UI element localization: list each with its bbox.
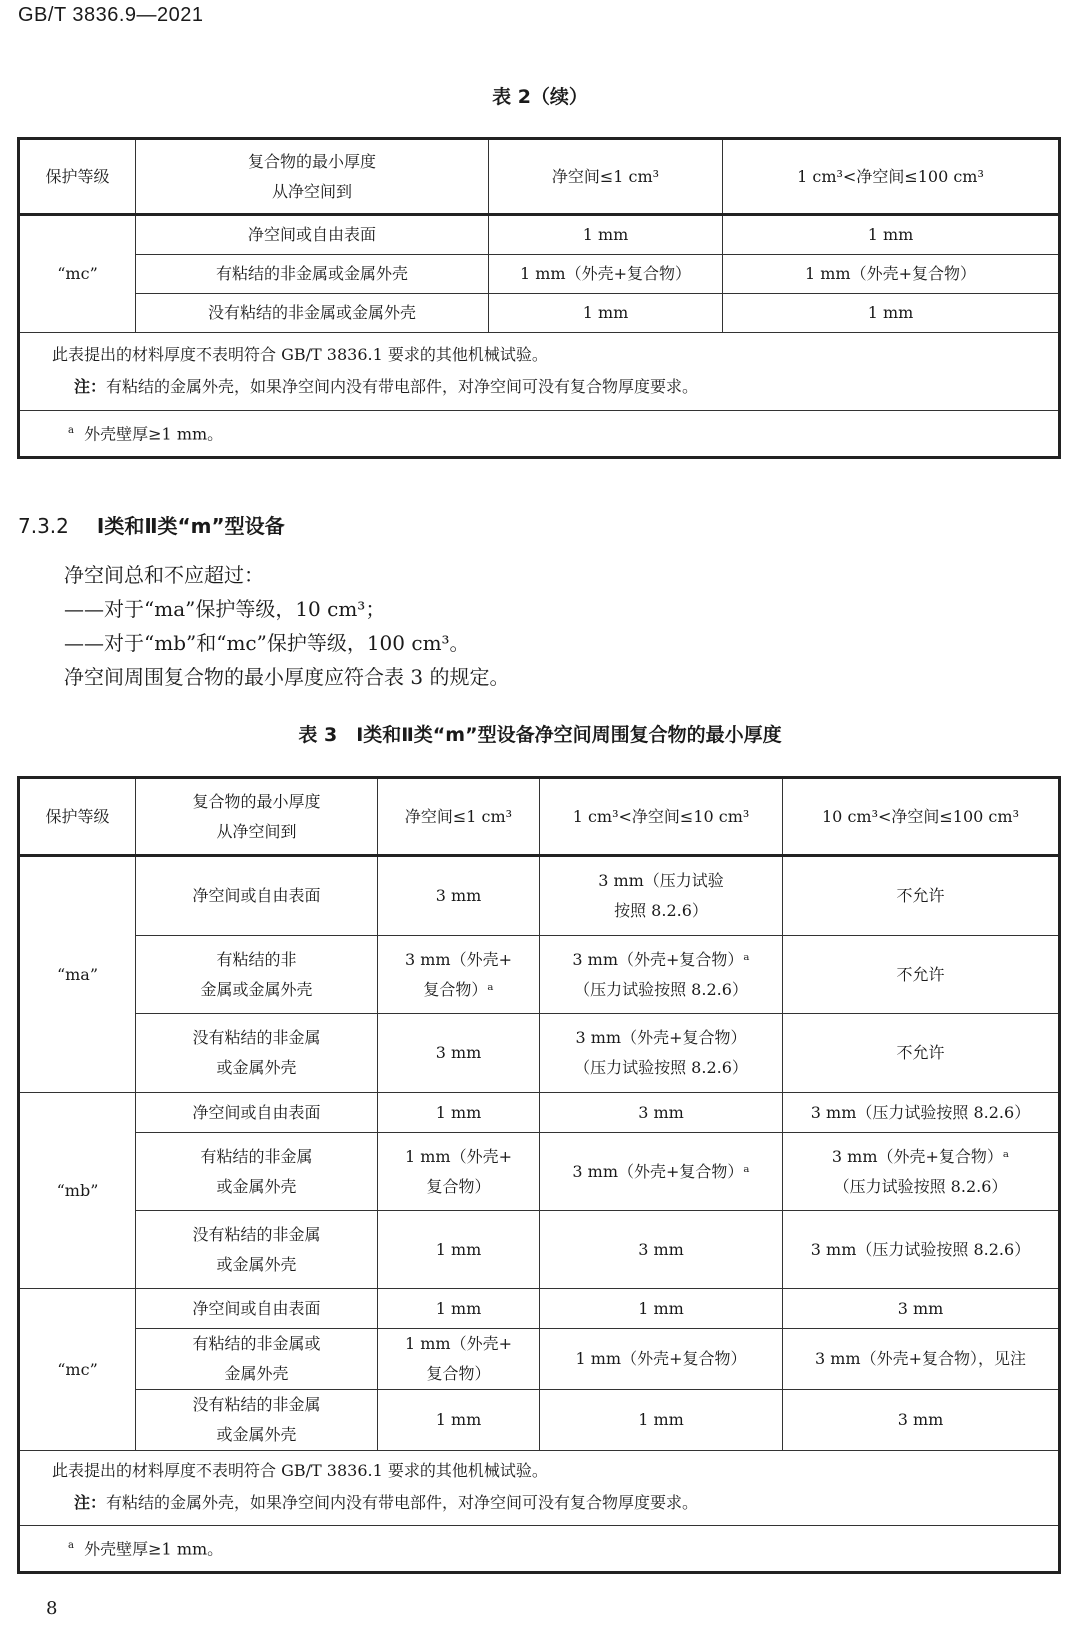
table-cell: 有粘结的非金属 或金属外壳 <box>136 1133 378 1211</box>
table-cell: 1 mm <box>489 215 723 255</box>
header-volume-10: 1 cm³<净空间≤10 cm³ <box>540 778 783 856</box>
table-cell: 3 mm <box>540 1211 783 1289</box>
group-label-mc: “mc” <box>19 215 136 333</box>
section-heading: 7.3.2 Ⅰ类和Ⅱ类“m”型设备 <box>18 514 285 538</box>
group-label-mc: “mc” <box>19 1289 136 1451</box>
table-2 <box>17 137 1061 459</box>
table-footnote: $^a$ 外壳壁厚≥1 mm。 <box>19 1526 1060 1573</box>
table-footnote: $^a$ 外壳壁厚≥1 mm。 <box>19 411 1060 458</box>
table-cell: 3 mm <box>783 1289 1060 1329</box>
table-cell: 3 mm（外壳+ 复合物）ᵃ <box>378 936 540 1014</box>
table-cell: 3 mm <box>540 1093 783 1133</box>
header-min-thickness: 复合物的最小厚度 从净空间到 <box>136 778 378 856</box>
table-cell: 没有粘结的非金属 或金属外壳 <box>136 1390 378 1451</box>
table-cell: 1 mm <box>540 1289 783 1329</box>
table-note: 此表提出的材料厚度不表明符合 GB/T 3836.1 要求的其他机械试验。 注：有粘结的金属外壳，如果净空间内没有带电部件，对净空间可没有复合物厚度要求。 <box>19 1451 1060 1526</box>
table-cell: 有粘结的非金属或 金属外壳 <box>136 1329 378 1390</box>
table-cell: 不允许 <box>783 856 1060 936</box>
header-volume-small: 净空间≤1 cm³ <box>489 139 723 215</box>
table-cell: 1 mm <box>540 1390 783 1451</box>
table-3-caption: 表 3 Ⅰ类和Ⅱ类“m”型设备净空间周围复合物的最小厚度 <box>298 724 782 746</box>
table-cell: 3 mm（外壳+复合物） （压力试验按照 8.2.6） <box>540 1014 783 1093</box>
table-cell: 净空间或自由表面 <box>136 856 378 936</box>
table-cell: 3 mm（压力试验按照 8.2.6） <box>783 1211 1060 1289</box>
header-volume-100: 10 cm³<净空间≤100 cm³ <box>783 778 1060 856</box>
table-cell: 1 mm <box>489 294 723 333</box>
table-cell: 1 mm <box>378 1211 540 1289</box>
paragraph-line: ——对于“mb”和“mc”保护等级，100 cm³。 <box>64 631 470 655</box>
table-cell: 3 mm（外壳+复合物），见注 <box>783 1329 1060 1390</box>
table-cell: 3 mm（外壳+复合物）ᵃ （压力试验按照 8.2.6） <box>783 1133 1060 1211</box>
table-cell: 不允许 <box>783 1014 1060 1093</box>
table-cell: 1 mm（外壳+复合物） <box>723 255 1060 294</box>
table-cell: 3 mm（压力试验 按照 8.2.6） <box>540 856 783 936</box>
table-cell: 3 mm（压力试验按照 8.2.6） <box>783 1093 1060 1133</box>
table-cell: 3 mm <box>378 856 540 936</box>
header-volume-1: 净空间≤1 cm³ <box>378 778 540 856</box>
table-cell: 1 mm（外壳+ 复合物） <box>378 1329 540 1390</box>
table-cell: 有粘结的非金属或金属外壳 <box>136 255 489 294</box>
table-cell: 3 mm <box>783 1390 1060 1451</box>
table-cell: 没有粘结的非金属或金属外壳 <box>136 294 489 333</box>
table-cell: 1 mm <box>378 1390 540 1451</box>
header-volume-large: 1 cm³<净空间≤100 cm³ <box>723 139 1060 215</box>
table-cell: 不允许 <box>783 936 1060 1014</box>
table-cell: 3 mm（外壳+复合物）ᵃ （压力试验按照 8.2.6） <box>540 936 783 1014</box>
standard-code: GB/T 3836.9—2021 <box>18 4 204 26</box>
page-number: 8 <box>46 1598 58 1619</box>
table-cell: 净空间或自由表面 <box>136 1289 378 1329</box>
table-note: 此表提出的材料厚度不表明符合 GB/T 3836.1 要求的其他机械试验。 注：有粘结的金属外壳，如果净空间内没有带电部件，对净空间可没有复合物厚度要求。 <box>19 333 1060 411</box>
group-label-ma: “ma” <box>19 856 136 1093</box>
table-cell: 没有粘结的非金属 或金属外壳 <box>136 1014 378 1093</box>
paragraph-line: 净空间总和不应超过： <box>64 563 264 587</box>
table-3 <box>17 776 1061 1574</box>
table-cell: 3 mm（外壳+复合物）ᵃ <box>540 1133 783 1211</box>
table-cell: 1 mm（外壳+复合物） <box>489 255 723 294</box>
table-cell: 1 mm <box>378 1289 540 1329</box>
table-cell: 1 mm <box>378 1093 540 1133</box>
table-cell: 净空间或自由表面 <box>136 1093 378 1133</box>
table-2-caption: 表 2（续） <box>492 86 588 108</box>
header-protection-level: 保护等级 <box>19 778 136 856</box>
header-min-thickness: 复合物的最小厚度 从净空间到 <box>136 139 489 215</box>
group-label-mb: “mb” <box>19 1093 136 1289</box>
header-protection-level: 保护等级 <box>19 139 136 215</box>
table-cell: 1 mm <box>723 215 1060 255</box>
table-cell: 净空间或自由表面 <box>136 215 489 255</box>
table-cell: 没有粘结的非金属 或金属外壳 <box>136 1211 378 1289</box>
paragraph-line: ——对于“ma”保护等级，10 cm³； <box>64 597 386 621</box>
table-cell: 3 mm <box>378 1014 540 1093</box>
table-cell: 有粘结的非 金属或金属外壳 <box>136 936 378 1014</box>
table-cell: 1 mm（外壳+ 复合物） <box>378 1133 540 1211</box>
table-cell: 1 mm（外壳+复合物） <box>540 1329 783 1390</box>
table-cell: 1 mm <box>723 294 1060 333</box>
paragraph-line: 净空间周围复合物的最小厚度应符合表 3 的规定。 <box>64 665 510 689</box>
